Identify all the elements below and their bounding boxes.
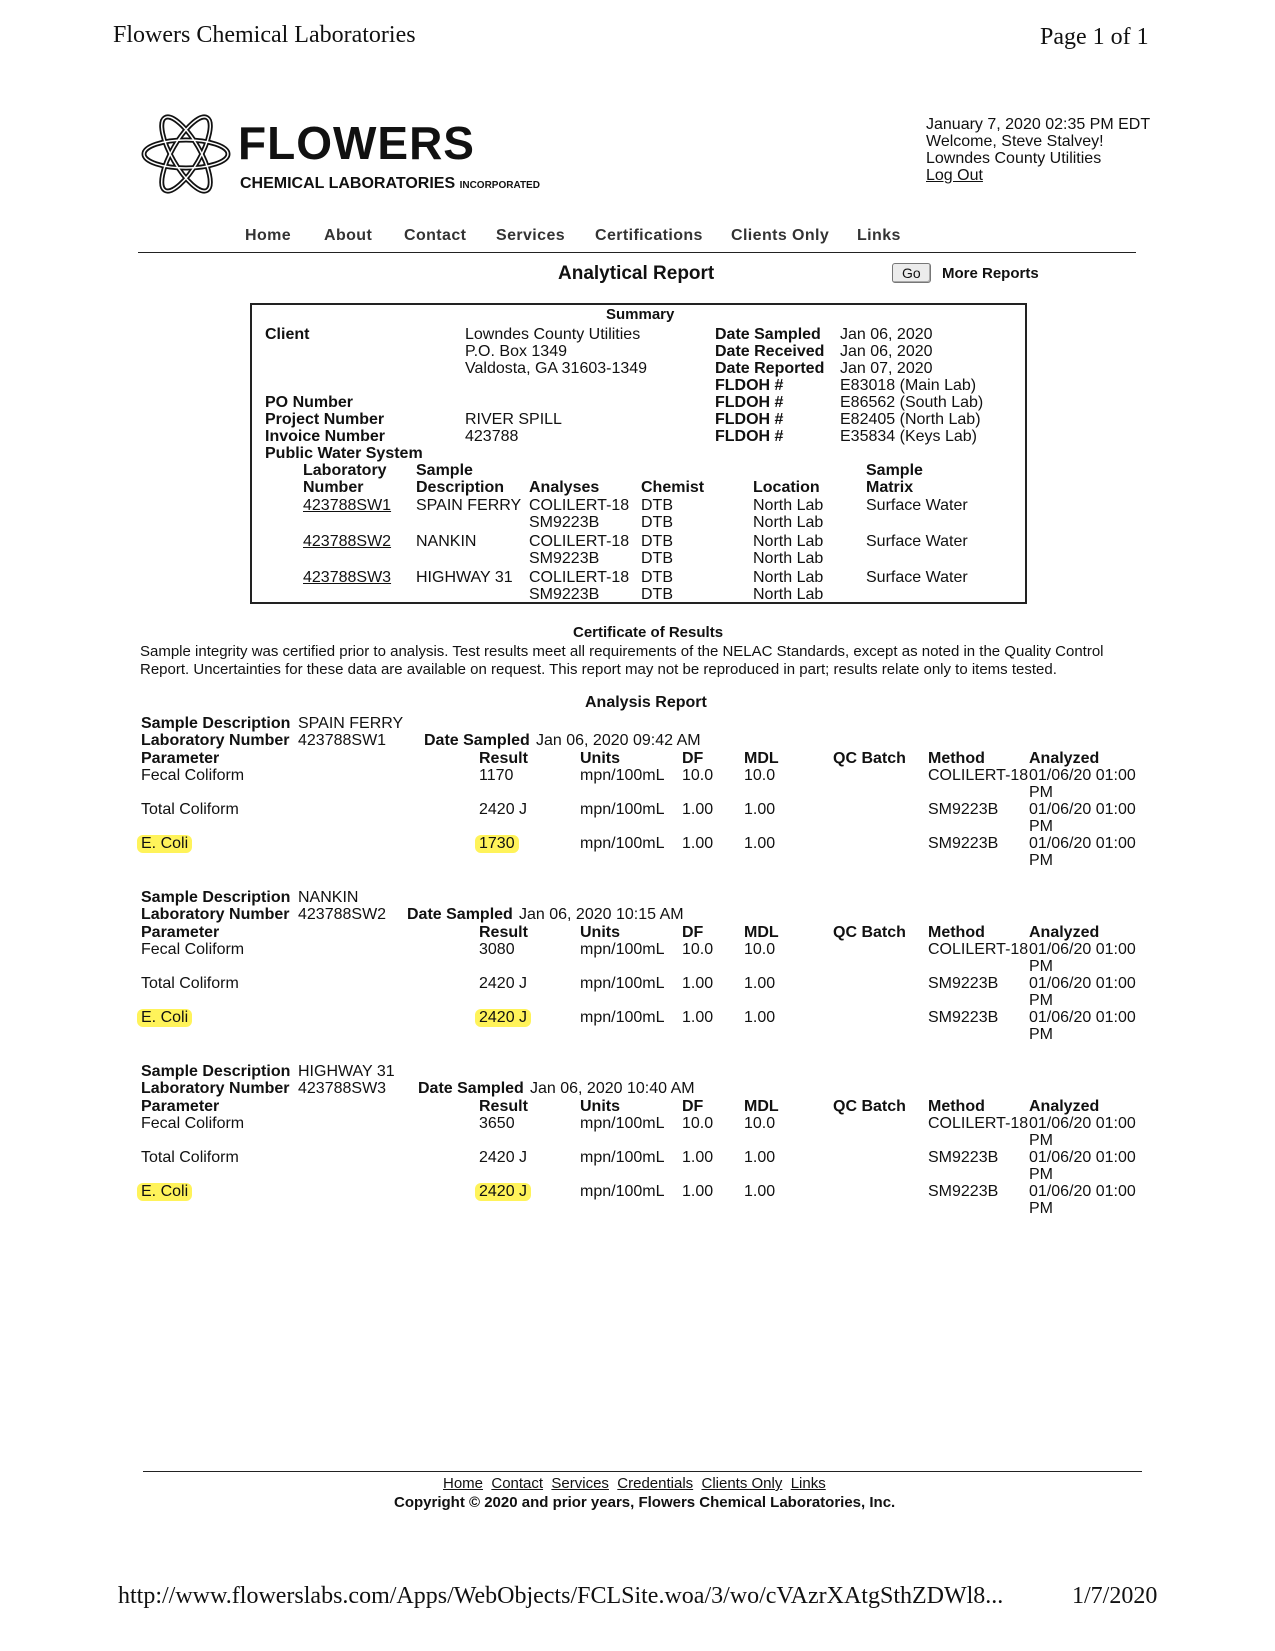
sample-link[interactable]: 423788SW3 [303,569,392,586]
nav-contact[interactable]: Contact [404,227,467,244]
logo-tagline: CHEMICAL LABORATORIES [240,175,456,192]
col-parameter-header: Parameter [141,924,220,941]
laboratory-number-label: Laboratory Number [141,906,290,923]
sample-matrix: Surface Water [866,569,968,586]
col-matrix-header: Matrix [866,479,914,496]
result: 2420 J [479,975,528,992]
mdl: 1.00 [744,835,776,852]
col-units-header: Units [580,1098,620,1115]
date-label: Date Sampled [715,326,821,343]
analysis-name: SM9223B [529,586,600,603]
sample-description-label: Sample Description [141,1063,291,1080]
df: 1.00 [682,835,714,852]
mdl: 10.0 [744,767,776,784]
footer-links [443,1475,826,1492]
atom-logo-icon [140,108,232,200]
sample-description-value: NANKIN [298,889,359,906]
fldoh-value: E35834 (Keys Lab) [840,428,977,445]
method: COLILERT-18 [928,1115,1029,1132]
summary-title: Summary [606,306,675,323]
footer-divider [143,1471,1142,1472]
logo[interactable] [140,108,232,205]
footer-link-links[interactable]: Links [790,1475,826,1492]
date-value: Jan 06, 2020 [840,343,933,360]
col-df-header: DF [682,1098,704,1115]
col-analyzed-header: Analyzed [1029,924,1100,941]
analyzed: 01/06/20 01:00 [1029,1009,1136,1026]
units: mpn/100mL [580,1115,665,1132]
units: mpn/100mL [580,1183,665,1200]
date-sampled-label: Date Sampled [424,732,530,749]
col-result-header: Result [479,1098,528,1115]
date-value: Jan 07, 2020 [840,360,933,377]
sample-description: HIGHWAY 31 [416,569,513,586]
units: mpn/100mL [580,801,665,818]
nav-services[interactable]: Services [496,227,566,244]
laboratory-number-value: 423788SW3 [298,1080,387,1097]
fldoh-label: FLDOH # [715,394,784,411]
nav-about[interactable]: About [324,227,373,244]
parameter: Fecal Coliform [141,1115,245,1132]
go-button[interactable]: Go [892,263,931,283]
analyzed: PM [1029,1200,1053,1217]
nav-divider [138,252,1136,253]
certificate-text-1: Sample integrity was certified prior to analysis. Test results meet all requirements of the NELAC Standards, except as noted in the Quality Control [140,643,1104,660]
sample-link[interactable]: 423788SW1 [303,497,392,514]
analyzed: PM [1029,1026,1053,1043]
sample-description-label: Sample Description [141,715,291,732]
method: SM9223B [928,801,999,818]
sample-description-value: HIGHWAY 31 [298,1063,395,1080]
date-sampled-label: Date Sampled [418,1080,524,1097]
print-page-number: Page 1 of 1 [1040,24,1149,50]
laboratory-number-label: Laboratory Number [141,732,290,749]
units: mpn/100mL [580,1149,665,1166]
parameter: Total Coliform [141,1149,239,1166]
units: mpn/100mL [580,941,665,958]
analyzed: PM [1029,784,1053,801]
print-footer-url: http://www.flowerslabs.com/Apps/WebObjects/FCLSite.woa/3/wo/cVAzrXAtgSthZDWl8... [118,1583,1004,1609]
analyzed: 01/06/20 01:00 [1029,801,1136,818]
date-sampled-value: Jan 06, 2020 09:42 AM [536,732,701,749]
analysis-name: COLILERT-18 [529,569,630,586]
session-organization: Lowndes County Utilities [926,150,1102,167]
location: North Lab [753,533,824,550]
parameter-highlighted: E. Coli [137,1009,192,1027]
result: 2420 J [479,801,528,818]
result: 2420 J [479,1149,528,1166]
mdl: 1.00 [744,1149,776,1166]
sample-description: SPAIN FERRY [416,497,522,514]
analyzed: 01/06/20 01:00 [1029,1149,1136,1166]
mdl: 1.00 [744,975,776,992]
mdl: 10.0 [744,941,776,958]
col-description-header: Description [416,479,505,496]
fldoh-value: E83018 (Main Lab) [840,377,977,394]
method: SM9223B [928,1149,999,1166]
location: North Lab [753,514,824,531]
result: 3650 [479,1115,515,1132]
col-method-header: Method [928,750,985,767]
col-description-header: Sample [416,462,473,479]
location: North Lab [753,497,824,514]
method: COLILERT-18 [928,941,1029,958]
col-parameter-header: Parameter [141,750,220,767]
analyzed: PM [1029,958,1053,975]
mdl: 10.0 [744,1115,776,1132]
date-label: Date Reported [715,360,825,377]
sample-link[interactable]: 423788SW2 [303,533,392,550]
location: North Lab [753,586,824,603]
analyzed: PM [1029,818,1053,835]
certificate-title: Certificate of Results [573,624,724,641]
col-method-header: Method [928,924,985,941]
client-label: Client [265,326,310,343]
invoice-number-value: 423788 [465,428,519,445]
date-sampled-value: Jan 06, 2020 10:40 AM [530,1080,695,1097]
fldoh-value: E86562 (South Lab) [840,394,984,411]
analyzed: PM [1029,852,1053,869]
laboratory-number-value: 423788SW2 [298,906,387,923]
df: 1.00 [682,1149,714,1166]
footer-link-home[interactable]: Home [443,1475,484,1492]
sample-description-value: SPAIN FERRY [298,715,404,732]
analyzed: PM [1029,992,1053,1009]
col-df-header: DF [682,750,704,767]
units: mpn/100mL [580,1009,665,1026]
analysis-name: SM9223B [529,550,600,567]
client-line-3: Valdosta, GA 31603-1349 [465,360,648,377]
col-analyses-header: Analyses [529,479,600,496]
logo-tagline-suffix: INCORPORATED [459,180,540,191]
chemist: DTB [641,533,673,550]
analysis-name: COLILERT-18 [529,497,630,514]
parameter: Total Coliform [141,801,239,818]
df: 10.0 [682,941,714,958]
analyzed: 01/06/20 01:00 [1029,835,1136,852]
location: North Lab [753,550,824,567]
col-analyzed-header: Analyzed [1029,750,1100,767]
laboratory-number-value: 423788SW1 [298,732,387,749]
df: 10.0 [682,1115,714,1132]
method: SM9223B [928,1009,999,1026]
chemist: DTB [641,586,673,603]
analyzed: 01/06/20 01:00 [1029,941,1136,958]
analysis-name: SM9223B [529,514,600,531]
nav-home[interactable]: Home [245,227,292,244]
fldoh-label: FLDOH # [715,377,784,394]
fldoh-label: FLDOH # [715,428,784,445]
col-analyzed-header: Analyzed [1029,1098,1100,1115]
method: SM9223B [928,975,999,992]
analysis-name: COLILERT-18 [529,533,630,550]
invoice-number-label: Invoice Number [265,428,386,445]
nav-certifications[interactable]: Certifications [595,227,703,244]
result: 3080 [479,941,515,958]
analyzed: 01/06/20 01:00 [1029,1183,1136,1200]
project-number-label: Project Number [265,411,385,428]
analyzed: 01/06/20 01:00 [1029,975,1136,992]
analyzed: 01/06/20 01:00 [1029,1115,1136,1132]
col-parameter-header: Parameter [141,1098,220,1115]
units: mpn/100mL [580,835,665,852]
method: SM9223B [928,1183,999,1200]
col-lab-number-header: Number [303,479,364,496]
session-datetime: January 7, 2020 02:35 PM EDT [926,116,1151,133]
nav-clients-only[interactable]: Clients Only [731,227,830,244]
df: 1.00 [682,801,714,818]
col-matrix-header: Sample [866,462,923,479]
parameter-highlighted: E. Coli [137,835,192,853]
col-method-header: Method [928,1098,985,1115]
col-location-header: Location [753,479,820,496]
footer-link-contact[interactable]: Contact [491,1475,544,1492]
date-sampled-value: Jan 06, 2020 10:15 AM [519,906,684,923]
method: SM9223B [928,835,999,852]
project-number-value: RIVER SPILL [465,411,562,428]
df: 10.0 [682,767,714,784]
chemist: DTB [641,514,673,531]
units: mpn/100mL [580,767,665,784]
analyzed: PM [1029,1132,1053,1149]
mdl: 1.00 [744,801,776,818]
col-mdl-header: MDL [744,924,779,941]
units: mpn/100mL [580,975,665,992]
date-label: Date Received [715,343,825,360]
mdl: 1.00 [744,1183,776,1200]
footer-link-services[interactable]: Services [551,1475,609,1492]
col-df-header: DF [682,924,704,941]
sample-matrix: Surface Water [866,497,968,514]
col-qc-batch-header: QC Batch [833,750,906,767]
col-mdl-header: MDL [744,750,779,767]
logo-tagline-row [240,175,540,193]
session-welcome: Welcome, Steve Stalvey! [926,133,1104,150]
location: North Lab [753,569,824,586]
client-line-2: P.O. Box 1349 [465,343,567,360]
parameter: Fecal Coliform [141,941,245,958]
chemist: DTB [641,550,673,567]
chemist: DTB [641,497,673,514]
po-number-label: PO Number [265,394,354,411]
footer-link-credentials[interactable]: Credentials [617,1475,694,1492]
fldoh-label: FLDOH # [715,411,784,428]
col-result-header: Result [479,750,528,767]
parameter-highlighted: E. Coli [137,1183,192,1201]
df: 1.00 [682,975,714,992]
col-units-header: Units [580,924,620,941]
col-qc-batch-header: QC Batch [833,1098,906,1115]
col-mdl-header: MDL [744,1098,779,1115]
logo-name: FLOWERS [238,117,475,169]
col-result-header: Result [479,924,528,941]
result: 1170 [479,767,514,784]
col-lab-number-header: Laboratory [303,462,387,479]
chemist: DTB [641,569,673,586]
copyright: Copyright © 2020 and prior years, Flowers Chemical Laboratories, Inc. [394,1494,896,1511]
analyzed: 01/06/20 01:00 [1029,767,1136,784]
laboratory-number-label: Laboratory Number [141,1080,290,1097]
report-title: Analytical Report [558,263,715,284]
result-highlighted: 2420 J [475,1183,531,1201]
sample-matrix: Surface Water [866,533,968,550]
print-header-title: Flowers Chemical Laboratories [113,22,416,48]
more-reports-label: More Reports [942,265,1039,282]
sample-description-label: Sample Description [141,889,291,906]
mdl: 1.00 [744,1009,776,1026]
df: 1.00 [682,1009,714,1026]
footer-link-clients-only[interactable]: Clients Only [701,1475,783,1492]
client-line-1: Lowndes County Utilities [465,326,641,343]
sample-description: NANKIN [416,533,477,550]
certificate-text-2: Report. Uncertainties for these data are available on request. This report may not be reproduced in part; results relate only to items tested. [140,661,1057,678]
col-units-header: Units [580,750,620,767]
nav-links[interactable]: Links [857,227,901,244]
public-water-system-label: Public Water System [265,445,423,462]
parameter: Total Coliform [141,975,239,992]
result-highlighted: 2420 J [475,1009,531,1027]
print-footer-date: 1/7/2020 [1072,1583,1158,1609]
analyzed: PM [1029,1166,1053,1183]
fldoh-value: E82405 (North Lab) [840,411,981,428]
col-chemist-header: Chemist [641,479,705,496]
col-qc-batch-header: QC Batch [833,924,906,941]
date-value: Jan 06, 2020 [840,326,933,343]
date-sampled-label: Date Sampled [407,906,513,923]
result-highlighted: 1730 [475,835,519,853]
method: COLILERT-18 [928,767,1029,784]
logout-link[interactable]: Log Out [926,167,983,184]
df: 1.00 [682,1183,714,1200]
analysis-report-title: Analysis Report [585,694,707,711]
parameter: Fecal Coliform [141,767,245,784]
